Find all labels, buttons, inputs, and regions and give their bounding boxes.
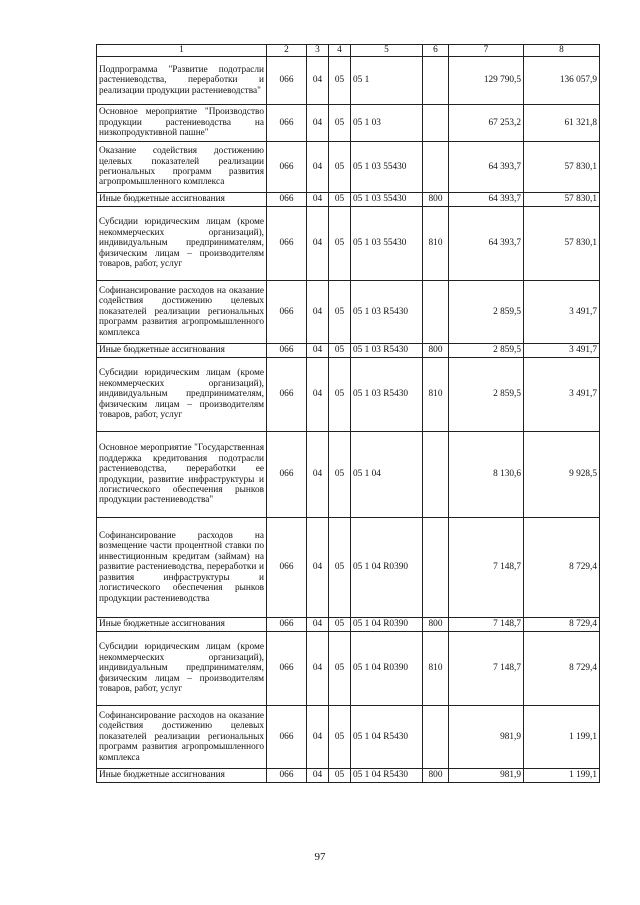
amount-year2: 8 729,4 xyxy=(524,618,600,632)
expense-type xyxy=(423,57,449,105)
expense-type: 810 xyxy=(423,358,449,432)
row-name: Иные бюджетные ассигнования xyxy=(97,618,267,632)
admin-code: 066 xyxy=(267,281,307,344)
subsection-code: 05 xyxy=(329,432,351,518)
subsection-code: 05 xyxy=(329,142,351,193)
target-code: 05 1 04 R5430 xyxy=(351,769,423,783)
amount-year1: 7 148,7 xyxy=(449,618,524,632)
budget-table xyxy=(96,44,600,783)
expense-type: 800 xyxy=(423,618,449,632)
row-name: Основное мероприятие "Государственная поддержка кредитования подотрасли растениеводства, переработки ее продукции, развитие инфраструктуры и логистического обеспечения рынков продукции растениеводства" xyxy=(97,432,267,518)
row-name: Субсидии юридическим лицам (кроме некоммерческих организаций), индивидуальным предпринимателям, физическим лицам – производителям товаров, работ, услуг xyxy=(97,632,267,706)
table-row xyxy=(97,281,600,344)
table-row xyxy=(97,618,600,632)
admin-code: 066 xyxy=(267,769,307,783)
amount-year1: 2 859,5 xyxy=(449,344,524,358)
target-code: 05 1 04 R0390 xyxy=(351,632,423,706)
amount-year2: 1 199,1 xyxy=(524,706,600,769)
target-code: 05 1 04 R0390 xyxy=(351,518,423,618)
admin-code: 066 xyxy=(267,344,307,358)
amount-year2: 9 928,5 xyxy=(524,432,600,518)
column-header: 2 xyxy=(267,45,307,57)
row-name: Подпрограмма "Развитие подотрасли растениеводства, переработки и реализации продукции растениеводства" xyxy=(97,57,267,105)
expense-type: 800 xyxy=(423,344,449,358)
subsection-code: 05 xyxy=(329,518,351,618)
amount-year2: 61 321,8 xyxy=(524,105,600,142)
table-row xyxy=(97,105,600,142)
amount-year2: 136 057,9 xyxy=(524,57,600,105)
section-code: 04 xyxy=(307,518,329,618)
target-code: 05 1 03 R5430 xyxy=(351,281,423,344)
target-code: 05 1 04 xyxy=(351,432,423,518)
table-row xyxy=(97,193,600,207)
subsection-code: 05 xyxy=(329,769,351,783)
table-row xyxy=(97,358,600,432)
table-row xyxy=(97,769,600,783)
section-code: 04 xyxy=(307,281,329,344)
subsection-code: 05 xyxy=(329,57,351,105)
section-code: 04 xyxy=(307,142,329,193)
amount-year1: 64 393,7 xyxy=(449,142,524,193)
admin-code: 066 xyxy=(267,105,307,142)
amount-year2: 1 199,1 xyxy=(524,769,600,783)
admin-code: 066 xyxy=(267,358,307,432)
expense-type xyxy=(423,706,449,769)
target-code: 05 1 03 55430 xyxy=(351,207,423,281)
table-row xyxy=(97,142,600,193)
column-header: 4 xyxy=(329,45,351,57)
column-header: 5 xyxy=(351,45,423,57)
target-code: 05 1 04 R0390 xyxy=(351,618,423,632)
amount-year2: 3 491,7 xyxy=(524,344,600,358)
amount-year1: 2 859,5 xyxy=(449,358,524,432)
subsection-code: 05 xyxy=(329,193,351,207)
target-code: 05 1 03 R5430 xyxy=(351,344,423,358)
admin-code: 066 xyxy=(267,432,307,518)
target-code: 05 1 03 55430 xyxy=(351,193,423,207)
table-row xyxy=(97,344,600,358)
table-row xyxy=(97,57,600,105)
section-code: 04 xyxy=(307,706,329,769)
expense-type xyxy=(423,281,449,344)
amount-year2: 3 491,7 xyxy=(524,358,600,432)
expense-type: 800 xyxy=(423,769,449,783)
header-row xyxy=(97,45,600,57)
row-name: Софинансирование расходов на возмещение части процентной ставки по инвестиционным кредитам (займам) на развитие растениеводства, переработки и развития инфраструктуры и логистического обеспечения рынков продукции растениеводства xyxy=(97,518,267,618)
section-code: 04 xyxy=(307,57,329,105)
row-name: Иные бюджетные ассигнования xyxy=(97,769,267,783)
column-header: 7 xyxy=(449,45,524,57)
amount-year1: 981,9 xyxy=(449,769,524,783)
target-code: 05 1 xyxy=(351,57,423,105)
admin-code: 066 xyxy=(267,142,307,193)
subsection-code: 05 xyxy=(329,207,351,281)
row-name: Основное мероприятие "Производство продукции растениеводства на низкопродуктивной пашне" xyxy=(97,105,267,142)
subsection-code: 05 xyxy=(329,344,351,358)
amount-year2: 8 729,4 xyxy=(524,632,600,706)
section-code: 04 xyxy=(307,618,329,632)
amount-year2: 57 830,1 xyxy=(524,207,600,281)
admin-code: 066 xyxy=(267,632,307,706)
expense-type xyxy=(423,518,449,618)
table-row xyxy=(97,432,600,518)
amount-year2: 57 830,1 xyxy=(524,142,600,193)
admin-code: 066 xyxy=(267,518,307,618)
target-code: 05 1 04 R5430 xyxy=(351,706,423,769)
row-name: Субсидии юридическим лицам (кроме некоммерческих организаций), индивидуальным предпринимателям, физическим лицам – производителям товаров, работ, услуг xyxy=(97,207,267,281)
subsection-code: 05 xyxy=(329,706,351,769)
amount-year1: 7 148,7 xyxy=(449,632,524,706)
row-name: Софинансирование расходов на оказание содействия достижению целевых показателей реализации региональных программ развития агропромышленного комплекса xyxy=(97,281,267,344)
column-header: 8 xyxy=(524,45,600,57)
expense-type xyxy=(423,142,449,193)
table-row xyxy=(97,706,600,769)
section-code: 04 xyxy=(307,344,329,358)
subsection-code: 05 xyxy=(329,358,351,432)
amount-year1: 67 253,2 xyxy=(449,105,524,142)
expense-type: 800 xyxy=(423,193,449,207)
section-code: 04 xyxy=(307,105,329,142)
amount-year1: 2 859,5 xyxy=(449,281,524,344)
amount-year2: 3 491,7 xyxy=(524,281,600,344)
admin-code: 066 xyxy=(267,193,307,207)
row-name: Софинансирование расходов на оказание содействия достижению целевых показателей реализации региональных программ развития агропромышленного комплекса xyxy=(97,706,267,769)
row-name: Оказание содействия достижению целевых показателей реализации региональных программ развития агропромышленного комплекса xyxy=(97,142,267,193)
admin-code: 066 xyxy=(267,706,307,769)
expense-type: 810 xyxy=(423,207,449,281)
amount-year1: 64 393,7 xyxy=(449,207,524,281)
table-row xyxy=(97,632,600,706)
amount-year1: 981,9 xyxy=(449,706,524,769)
admin-code: 066 xyxy=(267,618,307,632)
column-header: 3 xyxy=(307,45,329,57)
amount-year1: 64 393,7 xyxy=(449,193,524,207)
amount-year1: 129 790,5 xyxy=(449,57,524,105)
section-code: 04 xyxy=(307,193,329,207)
page-number: 97 xyxy=(314,851,326,863)
section-code: 04 xyxy=(307,632,329,706)
amount-year1: 7 148,7 xyxy=(449,518,524,618)
section-code: 04 xyxy=(307,432,329,518)
target-code: 05 1 03 xyxy=(351,105,423,142)
subsection-code: 05 xyxy=(329,105,351,142)
column-header: 6 xyxy=(423,45,449,57)
expense-type xyxy=(423,105,449,142)
section-code: 04 xyxy=(307,358,329,432)
expense-type: 810 xyxy=(423,632,449,706)
amount-year2: 8 729,4 xyxy=(524,518,600,618)
amount-year2: 57 830,1 xyxy=(524,193,600,207)
row-name: Иные бюджетные ассигнования xyxy=(97,344,267,358)
target-code: 05 1 03 R5430 xyxy=(351,358,423,432)
amount-year1: 8 130,6 xyxy=(449,432,524,518)
row-name: Иные бюджетные ассигнования xyxy=(97,193,267,207)
table-row xyxy=(97,518,600,618)
target-code: 05 1 03 55430 xyxy=(351,142,423,193)
admin-code: 066 xyxy=(267,207,307,281)
section-code: 04 xyxy=(307,769,329,783)
section-code: 04 xyxy=(307,207,329,281)
subsection-code: 05 xyxy=(329,618,351,632)
admin-code: 066 xyxy=(267,57,307,105)
subsection-code: 05 xyxy=(329,632,351,706)
subsection-code: 05 xyxy=(329,281,351,344)
expense-type xyxy=(423,432,449,518)
table-row xyxy=(97,207,600,281)
row-name: Субсидии юридическим лицам (кроме некоммерческих организаций), индивидуальным предпринимателям, физическим лицам – производителям товаров, работ, услуг xyxy=(97,358,267,432)
column-header: 1 xyxy=(97,45,267,57)
